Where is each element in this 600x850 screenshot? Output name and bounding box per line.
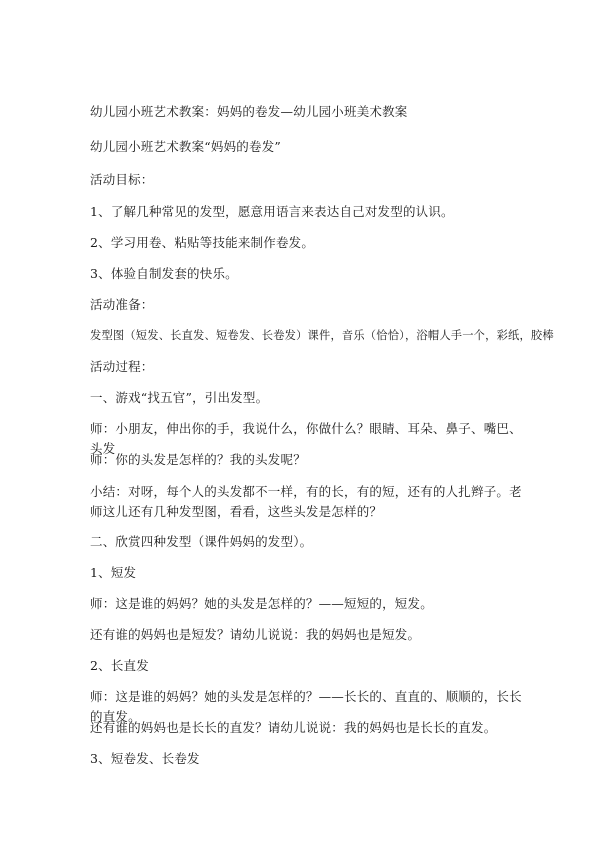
- paragraph: 1、了解几种常见的发型，愿意用语言来表达自己对发型的认识。: [90, 204, 454, 219]
- paragraph: 3、短卷发、长卷发: [90, 751, 200, 766]
- document-subtitle: 幼儿园小班艺术教案“妈妈的卷发”: [90, 139, 281, 154]
- paragraph: 师：这是谁的妈妈？她的头发是怎样的？——短短的，短发。: [90, 596, 433, 611]
- paragraph: 小结：对呀，每个人的头发都不一样，有的长，有的短，还有的人扎辫子。老师这儿还有几种发型图，看看，这些头发是怎样的？: [90, 484, 522, 519]
- section-heading-preparation: 活动准备：: [90, 297, 154, 312]
- paragraph: 师：你的头发是怎样的？我的头发呢？: [90, 452, 306, 467]
- paragraph: 1、短发: [90, 565, 137, 580]
- document-title: 幼儿园小班艺术教案：妈妈的卷发—幼儿园小班美术教案: [90, 104, 408, 119]
- paragraph: 2、学习用卷、粘贴等技能来制作卷发。: [90, 235, 315, 250]
- paragraph: 一、游戏“找五官”，引出发型。: [90, 390, 269, 405]
- paragraph: 3、体验自制发套的快乐。: [90, 266, 238, 281]
- paragraph: 发型图（短发、长直发、短卷发、长卷发）课件，音乐（恰恰），浴帽人手一个，彩纸，胶棒: [90, 329, 554, 342]
- paragraph: 2、长直发: [90, 658, 149, 673]
- section-heading-goals: 活动目标：: [90, 172, 154, 187]
- paragraph: 师：小朋友，伸出你的手，我说什么，你做什么？眼睛、耳朵、鼻子、嘴巴、头发: [90, 421, 522, 456]
- paragraph: 还有谁的妈妈也是长长的直发？请幼儿说说：我的妈妈也是长长的直发。: [90, 720, 497, 735]
- paragraph: 还有谁的妈妈也是短发？请幼儿说说：我的妈妈也是短发。: [90, 627, 421, 642]
- section-heading-process: 活动过程：: [90, 359, 154, 374]
- paragraph: 二、欣赏四种发型（课件妈妈的发型）。: [90, 534, 313, 549]
- paragraph: 师：这是谁的妈妈？她的头发是怎样的？——长长的、直直的、顺顺的，长长的直发。: [90, 689, 522, 724]
